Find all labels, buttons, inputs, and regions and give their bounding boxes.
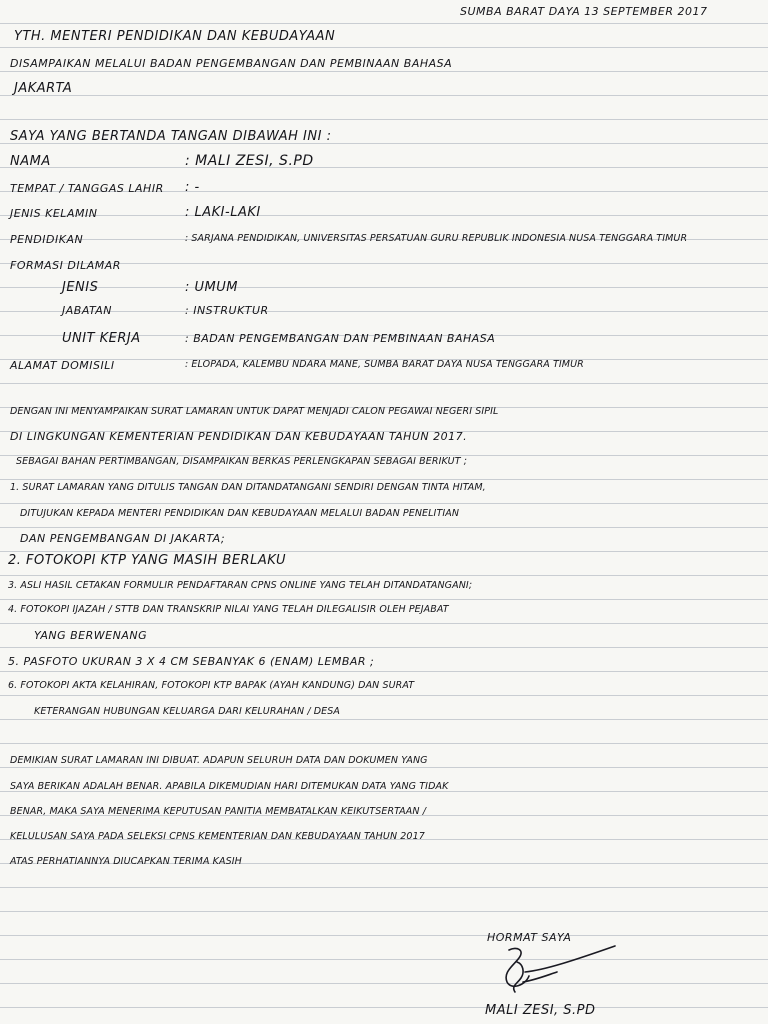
alamat-label: ALAMAT DOMISILI: [10, 359, 115, 372]
closing-line-4: KELULUSAN SAYA PADA SELEKSI CPNS KEMENTERIAN DAN KEBUDAYAAN TAHUN 2017: [10, 831, 425, 842]
body-line-3: SEBAGAI BAHAN PERTIMBANGAN, DISAMPAIKAN BERKAS PERLENGKAPAN SEBAGAI BERIKUT ;: [16, 456, 468, 467]
list-item-6-line-1: 6. FOTOKOPI AKTA KELAHIRAN, FOTOKOPI KTP BAPAK (AYAH KANDUNG) DAN SURAT: [8, 680, 415, 691]
list-item-6-line-2: KETERANGAN HUBUNGAN KELUARGA DARI KELURAHAN / DESA: [34, 706, 340, 717]
jenis-value: : UMUM: [185, 280, 238, 295]
ttl-label: TEMPAT / TANGGAS LAHIR: [10, 182, 164, 195]
jenis-kelamin-label: JENIS KELAMIN: [10, 207, 98, 220]
jabatan-value: : INSTRUKTUR: [185, 304, 269, 317]
pendidikan-label: PENDIDIKAN: [10, 233, 84, 246]
unit-kerja-value: : BADAN PENGEMBANGAN DAN PEMBINAAN BAHASA: [185, 332, 496, 345]
letter-date: SUMBA BARAT DAYA 13 SEPTEMBER 2017: [460, 5, 708, 18]
jenis-label: JENIS: [62, 280, 99, 295]
signatory-name: MALI ZESI, S.PD: [485, 1003, 596, 1018]
nama-value: : MALI ZESI, S.PD: [185, 153, 314, 169]
list-item-1-line-1: 1. SURAT LAMARAN YANG DITULIS TANGAN DAN DITANDATANGANI SENDIRI DENGAN TINTA HITAM,: [10, 482, 486, 493]
list-item-4-line-1: 4. FOTOKOPI IJAZAH / STTB DAN TRANSKRIP NILAI YANG TELAH DILEGALISIR OLEH PEJABAT: [8, 604, 449, 615]
closing-line-2: SAYA BERIKAN ADALAH BENAR. APABILA DIKEMUDIAN HARI DITEMUKAN DATA YANG TIDAK: [10, 781, 449, 792]
list-item-1-line-2: DITUJUKAN KEPADA MENTERI PENDIDIKAN DAN KEBUDAYAAN MELALUI BADAN PENELITIAN: [20, 508, 460, 519]
list-item-1-line-3: DAN PENGEMBANGAN DI JAKARTA;: [20, 532, 226, 545]
nama-label: NAMA: [10, 154, 51, 169]
addressee-line-2: DISAMPAIKAN MELALUI BADAN PENGEMBANGAN DAN PEMBINAAN BAHASA: [10, 57, 453, 70]
ttl-value: : -: [185, 180, 200, 195]
body-line-2: DI LINGKUNGAN KEMENTERIAN PENDIDIKAN DAN KEBUDAYAAN TAHUN 2017.: [10, 430, 468, 443]
list-item-3: 3. ASLI HASIL CETAKAN FORMULIR PENDAFTARAN CPNS ONLINE YANG TELAH DITANDATANGANI;: [8, 580, 473, 591]
jabatan-label: JABATAN: [62, 304, 113, 317]
jenis-kelamin-value: : LAKI-LAKI: [185, 205, 261, 220]
list-item-4-line-2: YANG BERWENANG: [34, 629, 148, 642]
closing-line-1: DEMIKIAN SURAT LAMARAN INI DIBUAT. ADAPUN SELURUH DATA DAN DOKUMEN YANG: [10, 755, 428, 766]
list-item-5: 5. PASFOTO UKURAN 3 X 4 CM SEBANYAK 6 (ENAM) LEMBAR ;: [8, 655, 375, 668]
closing-greeting: HORMAT SAYA: [487, 931, 572, 944]
body-line-1: DENGAN INI MENYAMPAIKAN SURAT LAMARAN UNTUK DAPAT MENJADI CALON PEGAWAI NEGERI SIPIL: [10, 406, 499, 417]
intro-line: SAYA YANG BERTANDA TANGAN DIBAWAH INI :: [10, 129, 332, 144]
closing-line-3: BENAR, MAKA SAYA MENERIMA KEPUTUSAN PANITIA MEMBATALKAN KEIKUTSERTAAN /: [10, 806, 426, 817]
unit-kerja-label: UNIT KERJA: [62, 331, 141, 346]
closing-line-5: ATAS PERHATIANNYA DIUCAPKAN TERIMA KASIH: [10, 856, 242, 867]
addressee-line-1: YTH. MENTERI PENDIDIKAN DAN KEBUDAYAAN: [14, 29, 336, 44]
addressee-line-3: JAKARTA: [14, 81, 73, 96]
alamat-value: : ELOPADA, KALEMBU NDARA MANE, SUMBA BARAT DAYA NUSA TENGGARA TIMUR: [185, 359, 584, 370]
formasi-heading: FORMASI DILAMAR: [10, 259, 121, 272]
signature-mark: [495, 942, 625, 997]
list-item-2: 2. FOTOKOPI KTP YANG MASIH BERLAKU: [8, 553, 287, 568]
pendidikan-value: : SARJANA PENDIDIKAN, UNIVERSITAS PERSATUAN GURU REPUBLIK INDONESIA NUSA TENGGARA TIMUR: [185, 233, 688, 244]
